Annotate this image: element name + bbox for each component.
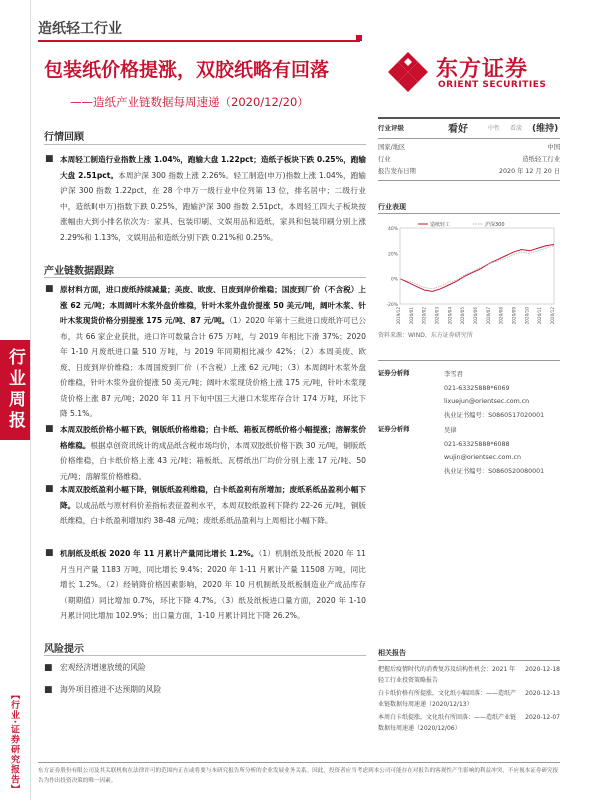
brand-logo-icon bbox=[386, 50, 430, 94]
rating-value: 看好 bbox=[448, 123, 468, 135]
chain-lead-2: 本周双胶纸价格小幅下跌，铜版纸价格维稳；白卡纸、箱板瓦楞纸价格小幅提涨；溶解浆价格维稳。 bbox=[60, 425, 366, 450]
related-report-date: 2020-12-13 bbox=[525, 690, 560, 697]
chain-body-3: 以成品纸与原材料价差指标表征盈利水平，本周双胶纸盈利下降约 22-26 元/吨，铜版纸维稳，白卡纸盈利增加约 38-48 元/吨；废纸系纸品盈利与上周相比小幅下降。 bbox=[60, 500, 366, 525]
risk-item-1 bbox=[44, 662, 146, 673]
related-report-title[interactable]: 把握后疫情时代的消费复苏及结构性机会：2021 年轻工行业投资策略报告 bbox=[378, 666, 516, 685]
chain-lead-4: 机制纸及纸板 2020 年 11 月累计产量同比增长 1.2%。 bbox=[60, 549, 259, 558]
info-key: 行业 bbox=[378, 155, 391, 163]
related-report-title[interactable]: 本周白卡纸提涨，文化纸有所回落：——造纸产业链数据每周速递（2020/12/06） bbox=[378, 714, 517, 733]
analyst-role: 证券分析师 bbox=[378, 426, 410, 433]
x-tick-label: 2019/12 bbox=[396, 307, 401, 325]
chart-source: 资料来源：WIND、东方证券研究所 bbox=[378, 332, 473, 339]
info-row bbox=[378, 164, 560, 176]
brand-name-en: ORIENT SECURITIES bbox=[438, 80, 547, 90]
x-tick-label: 2020/06 bbox=[473, 307, 478, 325]
x-tick-label: 2020/11 bbox=[537, 307, 543, 325]
footer-rule bbox=[38, 762, 560, 763]
rating-bottom-rule bbox=[378, 138, 560, 139]
related-report-item[interactable] bbox=[378, 688, 560, 712]
info-key: 国家/地区 bbox=[378, 143, 406, 151]
report-category-label: 【行业·证券研究报告】 bbox=[9, 690, 19, 795]
bullet-icon: ■ bbox=[45, 154, 54, 164]
series-line-2 bbox=[400, 246, 554, 289]
bullet-icon: ■ bbox=[45, 548, 54, 558]
analyst-2 bbox=[378, 424, 560, 484]
rating-label: 行业评级 bbox=[378, 123, 404, 132]
section-rule bbox=[44, 277, 366, 278]
related-report-item[interactable] bbox=[378, 712, 560, 736]
chain-body-4: （1）机制纸及纸板 2020 年 11 月当月产量 1183 万吨，同比增长 9.4%；2020 年 1-11 月累计产量 11508 万吨，同比增长 1.2%。（2）经销降价格因素影响，2020 年 10 月机制纸及纸板制造业产成品库存（期期值）同比增加 0.7%，环比下降 4.7%。（3）纸及纸板进口量方面，2020 年 1-10 月累计同比增加 102.9%；出口量方面，1-10 月累计同比下降 26.2%。 bbox=[60, 549, 366, 620]
related-report-title[interactable]: 白卡纸价格有所提涨，文化纸小幅回落：——造纸产业链数据每周速递（2020/12/13） bbox=[378, 690, 517, 709]
risk-text-1: 宏观经济增速放缓的风险 bbox=[60, 663, 146, 672]
info-row bbox=[378, 152, 560, 164]
brand-logo bbox=[386, 50, 556, 104]
info-value: 中国 bbox=[547, 143, 560, 151]
related-report-date: 2020-12-18 bbox=[525, 666, 560, 673]
industry-title: 造纸轻工行业 bbox=[38, 21, 122, 37]
related-rule bbox=[378, 660, 560, 661]
analyst-1 bbox=[378, 368, 560, 428]
brand-name-cn: 东方证券 bbox=[436, 57, 529, 82]
y-tick-label: 40% bbox=[387, 227, 398, 232]
section-heading-chain: 产业链数据跟踪 bbox=[44, 266, 114, 277]
disclaimer: 东方证券股份有限公司及其关联机构在法律许可的范围内正在或将要与本研究报告所分析的企业发展业务关系。因此，投资者应当考虑到本公司可能存在对报告的客观性产生影响的利益冲突，不应视本证券研究报告为作出投资决策的唯一因素。 bbox=[38, 768, 559, 784]
market-paragraph bbox=[44, 152, 366, 245]
bullet-icon: ■ bbox=[44, 663, 53, 673]
y-tick-label: 20% bbox=[387, 252, 398, 258]
chart-title-rule bbox=[378, 213, 560, 214]
info-key: 报告发布日期 bbox=[378, 167, 416, 175]
bullet-icon: ■ bbox=[45, 484, 54, 494]
chain-paragraph-2 bbox=[44, 422, 366, 484]
info-bottom-rule bbox=[378, 180, 560, 181]
analyst-license: 执业证书编号：S0860517020001 bbox=[444, 411, 545, 419]
bullet-icon: ■ bbox=[45, 424, 54, 434]
chart-title: 行业表现 bbox=[378, 203, 406, 211]
related-report-item[interactable] bbox=[378, 664, 560, 688]
analyst-top-rule bbox=[378, 360, 560, 361]
risk-text-2: 海外项目推进不达预期的风险 bbox=[60, 685, 162, 694]
analyst-name: 吴律 bbox=[444, 427, 457, 434]
chart-frame bbox=[400, 228, 554, 304]
chain-body-2: 根据卓创资讯统计的成品纸含税市场均价，本周双胶纸价格下跌 30 元/吨，铜版纸价格维稳，白卡纸价格上涨 43 元/吨；箱板纸、瓦楞纸出厂均价分别上涨 17 元/吨、50 元/吨；溶解浆价格维稳。 bbox=[60, 440, 367, 481]
section-heading-market: 行情回顾 bbox=[44, 132, 84, 143]
y-tick-label: -20% bbox=[386, 303, 398, 308]
x-tick-label: 2020/03 bbox=[434, 307, 440, 325]
rating-low: 看淡 bbox=[510, 124, 523, 132]
top-rule-marker bbox=[356, 35, 362, 41]
info-table bbox=[378, 140, 560, 176]
analyst-name: 李雪君 bbox=[444, 371, 463, 378]
section-heading-risk: 风险提示 bbox=[44, 644, 84, 655]
x-tick-label: 2020/01 bbox=[408, 307, 414, 325]
performance-chart bbox=[378, 216, 560, 336]
analyst-role: 证券分析师 bbox=[378, 370, 410, 377]
x-tick-label: 2020/12 bbox=[550, 307, 555, 325]
top-rule bbox=[38, 40, 360, 42]
market-body: 本周沪深 300 指数上涨 2.26%。轻工制造(申万)指数上涨 1.04%，跑输沪深 300 指数 1.22pct，在 28 个申万一级行业中位列第 13 位，排名居中；二级行业中，造纸Ⅱ(申万)指数下跌 0.25%，跑输沪深 300 指数 2.51pct。本周轻工四大子板块按涨幅由大到小排名依次为：家具、包装印刷、文娱用品和造纸，家具和包装印刷分别上涨 2.29%和 1.13%，文娱用品和造纸分别下跌 0.21%和 0.25%。 bbox=[60, 170, 366, 242]
analyst-email[interactable]: lixuejun@orientsec.com.cn bbox=[444, 398, 530, 405]
report-type-tab: 行业周报 bbox=[0, 340, 30, 440]
x-tick-label: 2020/09 bbox=[511, 307, 517, 325]
x-tick-label: 2020/07 bbox=[485, 307, 491, 325]
section-rule bbox=[44, 144, 366, 145]
x-tick-label: 2020/04 bbox=[447, 307, 453, 325]
info-value: 2020 年 12 月 20 日 bbox=[499, 167, 560, 175]
x-tick-label: 2020/10 bbox=[524, 307, 530, 325]
bullet-icon: ■ bbox=[45, 284, 54, 294]
analyst-email[interactable]: wujin@orientsec.com.cn bbox=[444, 454, 521, 461]
x-tick-label: 2020/05 bbox=[460, 307, 466, 325]
rating-maintain: (维持) bbox=[532, 123, 559, 134]
analyst-phone: 021-63325888*6088 bbox=[444, 440, 510, 448]
report-title: 包装纸价格提涨，双胶纸略有回落 bbox=[44, 59, 330, 81]
side-divider bbox=[30, 0, 31, 800]
chain-paragraph-1 bbox=[44, 282, 366, 422]
section-rule bbox=[44, 655, 366, 656]
legend-label: 沪深300 bbox=[485, 222, 505, 228]
related-reports-heading: 相关报告 bbox=[378, 649, 406, 657]
info-value: 造纸轻工行业 bbox=[522, 155, 560, 163]
y-tick-label: 0% bbox=[390, 277, 398, 283]
analyst-license: 执业证书编号：S0860520080001 bbox=[444, 467, 545, 475]
x-tick-label: 2020/02 bbox=[421, 307, 427, 325]
risk-item-2 bbox=[44, 684, 161, 695]
bullet-icon: ■ bbox=[44, 685, 53, 695]
related-report-date: 2020-12-07 bbox=[525, 714, 560, 721]
rating-mid: 中性 bbox=[488, 124, 501, 132]
rating-row bbox=[378, 118, 560, 136]
report-subtitle: ——造纸产业链数据每周速递（2020/12/20） bbox=[70, 95, 309, 109]
x-tick-label: 2020/08 bbox=[498, 307, 504, 325]
info-row bbox=[378, 140, 560, 152]
chain-paragraph-3 bbox=[44, 482, 366, 529]
series-line-1 bbox=[400, 244, 554, 291]
chain-body-1: （1）2020 年第十三批进口废纸许可已公布，共 66 家企业获批，进口许可数量合计 675 万吨，与 2019 年相比下滑 37%；2020 年 1-10 月废纸进口量 510 万吨，与 2019 年同期相比减少 42%；（2）本周美废、欧废、日废到岸价维稳；本周国废到厂价（不含税）上涨 62 元/吨；（3）本周阔叶木浆外盘价维稳，针叶木浆外盘价提涨 50 美元/吨；阔叶木浆现货价格上涨 175 元/吨，针叶木浆现货价格上涨 87 元/吨；2020 年 11 月下旬中国三大港口木浆库存合计 174 万吨，环比下降 5.1%。 bbox=[60, 316, 366, 418]
chain-paragraph-4 bbox=[44, 546, 366, 624]
chain-lead-1: 原材料方面，进口废纸持续减量；美废、欧废、日废到岸价维稳；国废到厂价（不含税）上涨 62 元/吨；本周阔叶木浆外盘价维稳，针叶木浆外盘价提涨 50 美元/吨，阔叶木浆、针叶木浆现货价格分别提涨 175 元/吨、87 元/吨。 bbox=[60, 285, 366, 325]
analyst-phone: 021-63325888*6069 bbox=[444, 384, 510, 392]
legend-label: 造纸轻工 bbox=[430, 222, 451, 228]
market-lead: 本周轻工制造行业指数上涨 1.04%，跑输大盘 1.22pct；造纸子板块下跌 0.25%，跑输大盘 2.51pct。 bbox=[60, 155, 366, 180]
chain-lead-3: 本周双胶纸盈利小幅下降，铜版纸盈利维稳，白卡纸盈利有所增加；废纸系纸品盈利小幅下降。 bbox=[60, 485, 366, 510]
